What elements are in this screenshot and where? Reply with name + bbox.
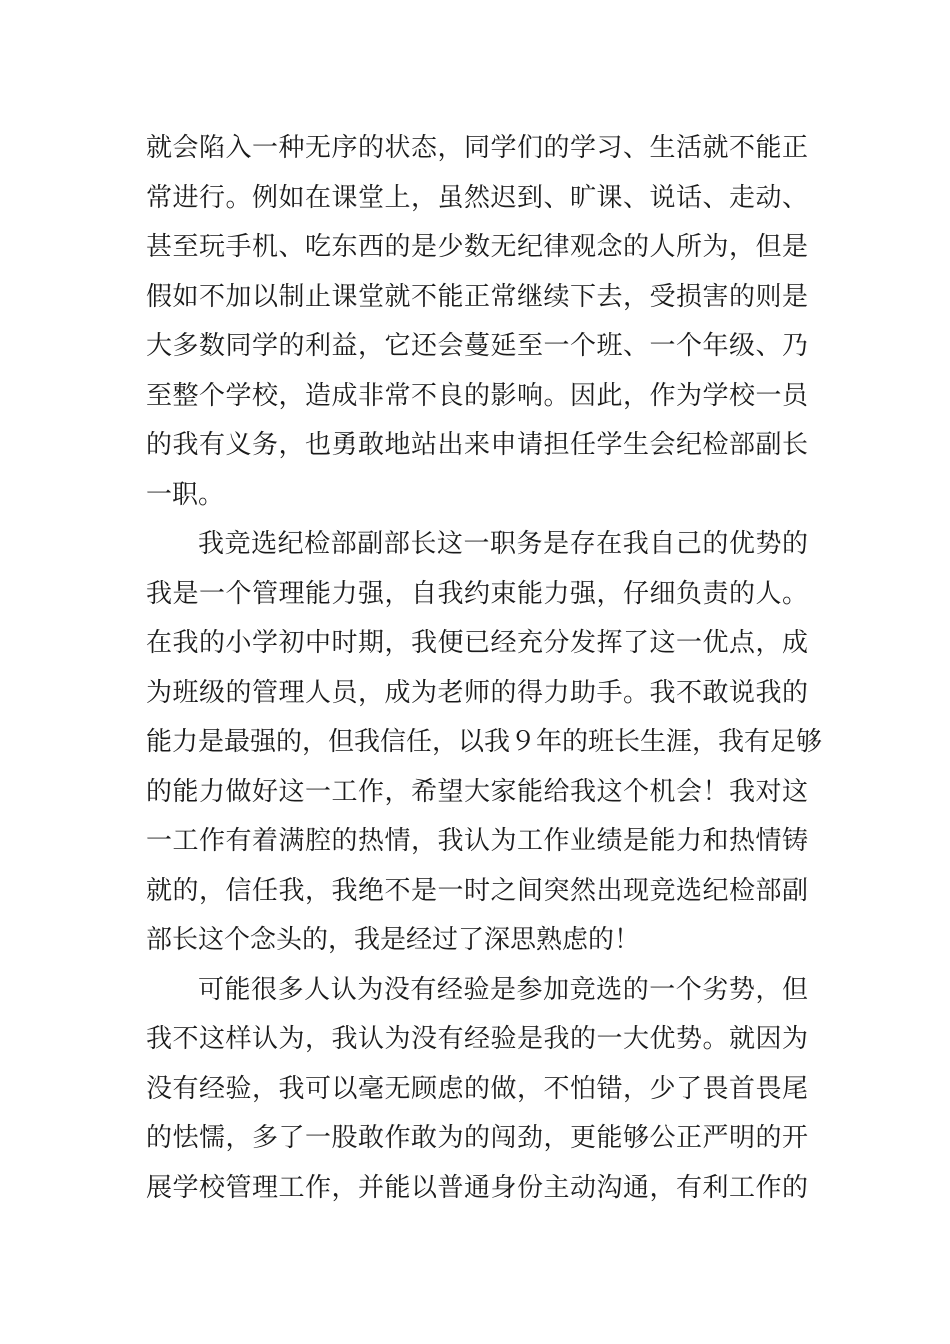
text-line-2: 常进行。例如在课堂上，虽然迟到、旷课、说话、走动、 — [146, 182, 808, 213]
text-line-11: 在我的小学初中时期，我便已经充分发挥了这一优点，成 — [146, 628, 808, 658]
text-line-17: 部长这个念头的，我是经过了深思熟虑的！ — [146, 925, 641, 955]
text-line-7: 的我有义务，也勇敢地站出来申请担任学生会纪检部副长 — [146, 430, 808, 460]
text-line-14: 的能力做好这一工作，希望大家能给我这个机会！我对这 — [146, 776, 808, 807]
text-line-13: 能力是最强的，但我信任，以我９年的班长生涯，我有足够 — [146, 727, 823, 757]
text-line-16: 就的，信任我，我绝不是一时之间突然出现竞选纪检部副 — [146, 875, 808, 906]
text-line-1: 就会陷入一种无序的状态，同学们的学习、生活就不能正 — [146, 133, 808, 163]
text-line-5: 大多数同学的利益，它还会蔓延至一个班、一个年级、乃 — [146, 331, 808, 361]
document-body — [146, 124, 823, 1213]
text-line-22: 展学校管理工作，并能以普通身份主动沟通，有利工作的 — [146, 1172, 808, 1203]
text-line-9: 我竞选纪检部副部长这一职务是存在我自己的优势的 — [198, 529, 808, 559]
text-line-4: 假如不加以制止课堂就不能正常继续下去，受损害的则是 — [146, 281, 808, 312]
text-line-18: 可能很多人认为没有经验是参加竞选的一个劣势，但 — [198, 974, 808, 1005]
text-line-20: 没有经验，我可以毫无顾虑的做，不怕错，少了畏首畏尾 — [146, 1073, 808, 1104]
text-line-21: 的怯懦，多了一股敢作敢为的闯劲，更能够公正严明的开 — [146, 1123, 808, 1153]
text-line-8: 一职。 — [146, 479, 225, 510]
text-line-3: 甚至玩手机、吃东西的是少数无纪律观念的人所为，但是 — [146, 232, 808, 262]
text-line-6: 至整个学校，造成非常不良的影响。因此，作为学校一员 — [146, 380, 808, 411]
text-line-19: 我不这样认为，我认为没有经验是我的一大优势。就因为 — [146, 1024, 808, 1054]
text-line-10: 我是一个管理能力强，自我约束能力强，仔细负责的人。 — [146, 578, 808, 609]
text-line-12: 为班级的管理人员，成为老师的得力助手。我不敢说我的 — [146, 677, 808, 708]
text-line-15: 一工作有着满腔的热情，我认为工作业绩是能力和热情铸 — [146, 826, 808, 856]
